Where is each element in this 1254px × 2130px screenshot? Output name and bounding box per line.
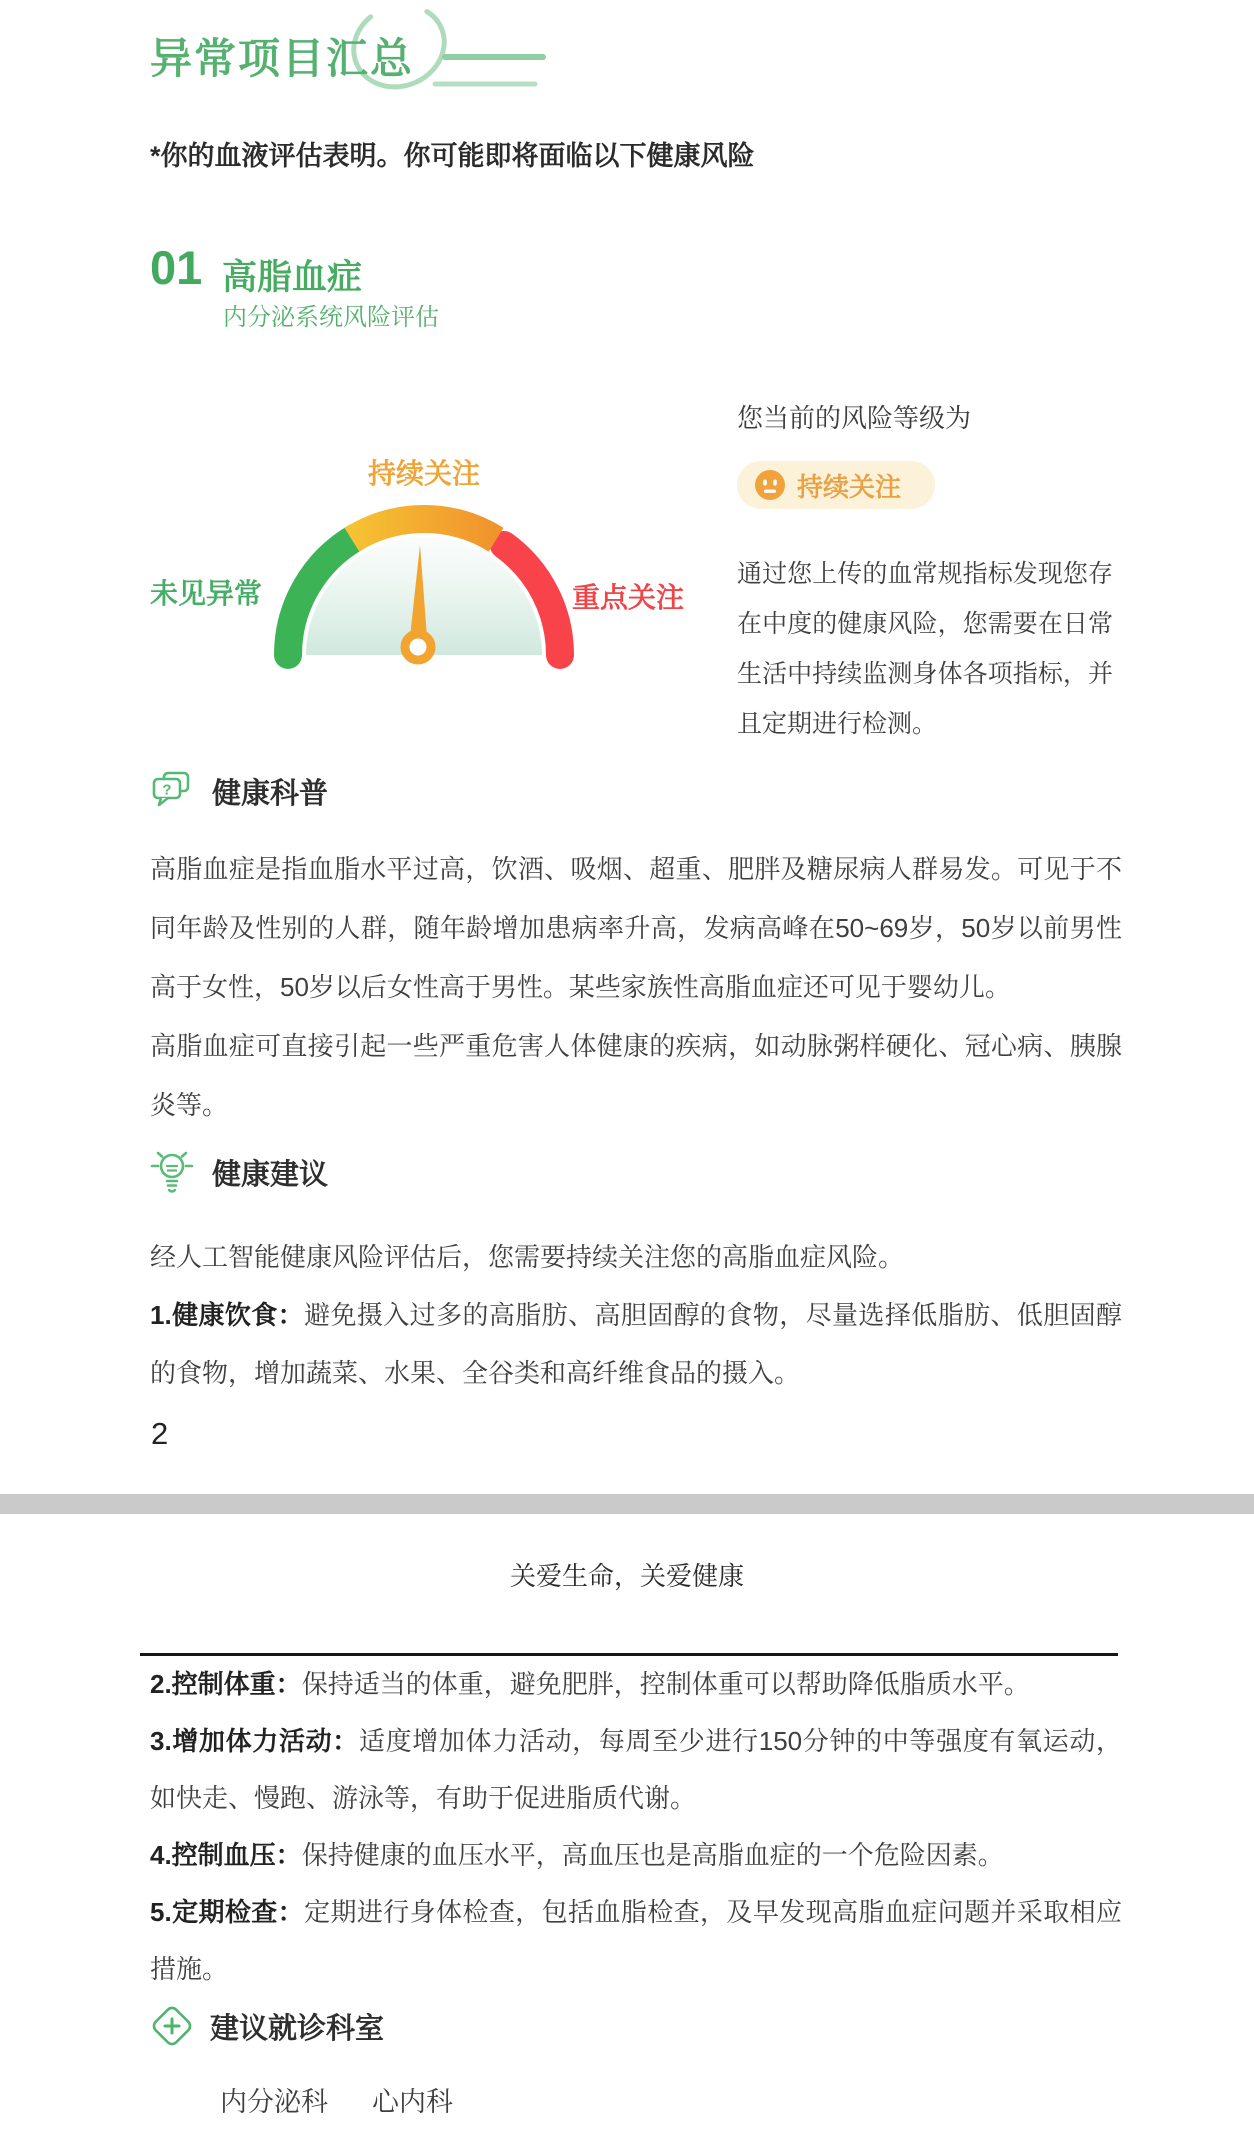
advice-item-text: 避免摄入过多的高脂肪、高胆固醇的食物，尽量选择低脂肪、低胆固醇的食物，增加蔬菜、水果、全谷类和高纤维食品的摄入。 <box>150 1300 1122 1388</box>
page-divider <box>0 1494 1254 1514</box>
department-heading-label: 建议就诊科室 <box>210 2012 385 2045</box>
page-title: 异常项目汇总 <box>150 35 415 82</box>
risk-badge-label: 持续关注 <box>797 471 902 502</box>
risk-gauge <box>244 490 604 685</box>
advice-items-continued <box>150 1656 1122 1998</box>
advice-item-text: 适度增加体力活动，每周至少进行150分钟的中等强度有氧运动，如快走、慢跑、游泳等，有助于促进脂质代谢。 <box>150 1726 1123 1813</box>
advice-item <box>150 1827 1122 1884</box>
risk-summary-column <box>737 398 1117 749</box>
svg-text:?: ? <box>162 781 172 799</box>
advice-paragraphs <box>150 1228 1122 1402</box>
department-item: 心内科 <box>372 2087 453 2117</box>
advice-item <box>150 1884 1122 1998</box>
advice-item-label: 2.控制体重： <box>150 1669 302 1699</box>
page-header-motto: 关爱生命，关爱健康 <box>509 1561 744 1591</box>
gauge-segment-orange <box>352 519 496 540</box>
department-section-heading <box>150 2004 384 2048</box>
advice-item-label: 4.控制血压： <box>150 1840 302 1870</box>
advice-item-label: 3.增加体力活动： <box>150 1726 359 1756</box>
advice-heading-label: 健康建议 <box>212 1158 329 1191</box>
page-number: 2 <box>151 1416 169 1451</box>
diamond-plus-icon <box>150 2004 194 2048</box>
chat-question-icon <box>150 770 196 812</box>
section-title: 高脂血症 <box>222 258 363 297</box>
department-list <box>220 2080 453 2119</box>
advice-item-label: 5.定期检查： <box>150 1897 305 1927</box>
advice-section-heading <box>148 1146 328 1198</box>
science-heading-label: 健康科普 <box>212 777 329 810</box>
section-number: 01 <box>150 241 203 294</box>
gauge-label-top: 持续关注 <box>367 458 480 489</box>
gauge-label-right: 重点关注 <box>572 582 685 613</box>
advice-item-text: 保持适当的体重，避免肥胖，控制体重可以帮助降低脂质水平。 <box>301 1669 1030 1699</box>
risk-level-lead: 您当前的风险等级为 <box>737 403 972 433</box>
science-paragraph: 高脂血症可直接引起一些严重危害人体健康的疾病，如动脉粥样硬化、冠心病、胰腺炎等。 <box>150 1031 1122 1120</box>
science-paragraph: 高脂血症是指血脂水平过高，饮酒、吸烟、超重、肥胖及糖尿病人群易发。可见于不同年龄及性别的人群，随年龄增加患病率升高，发病高峰在50~69岁，50岁以前男性高于女性，50岁以后女性高于男性。某些家族性高脂血症还可见于婴幼儿。 <box>150 854 1122 1002</box>
risk-level-badge <box>737 461 935 509</box>
science-section-heading <box>150 770 328 812</box>
advice-item <box>150 1713 1122 1827</box>
science-paragraphs <box>150 840 1122 1135</box>
department-item: 内分泌科 <box>220 2087 328 2117</box>
gauge-label-left: 未见异常 <box>150 578 263 609</box>
section-subtitle: 内分泌系统风险评估 <box>223 304 439 331</box>
risk-description: 通过您上传的血常规指标发现您存在中度的健康风险，您需要在日常生活中持续监测身体各项指标，并且定期进行检测。 <box>737 560 1113 738</box>
advice-item-text: 定期进行身体检查，包括血脂检查，及早发现高脂血症问题并采取相应措施。 <box>150 1897 1122 1984</box>
advice-intro: 经人工智能健康风险评估后，您需要持续关注您的高脂血症风险。 <box>150 1242 905 1272</box>
advice-item <box>150 1286 1122 1402</box>
gauge-needle-hub <box>405 634 431 660</box>
face-neutral-icon <box>755 470 785 500</box>
disclaimer-note: *你的血液评估表明。你可能即将面临以下健康风险 <box>150 141 755 171</box>
advice-item-label: 1.健康饮食： <box>150 1300 305 1330</box>
lightbulb-icon <box>148 1146 196 1198</box>
advice-item <box>150 1656 1122 1713</box>
advice-item-text: 保持健康的血压水平，高血压也是高脂血症的一个危险因素。 <box>301 1840 1004 1870</box>
